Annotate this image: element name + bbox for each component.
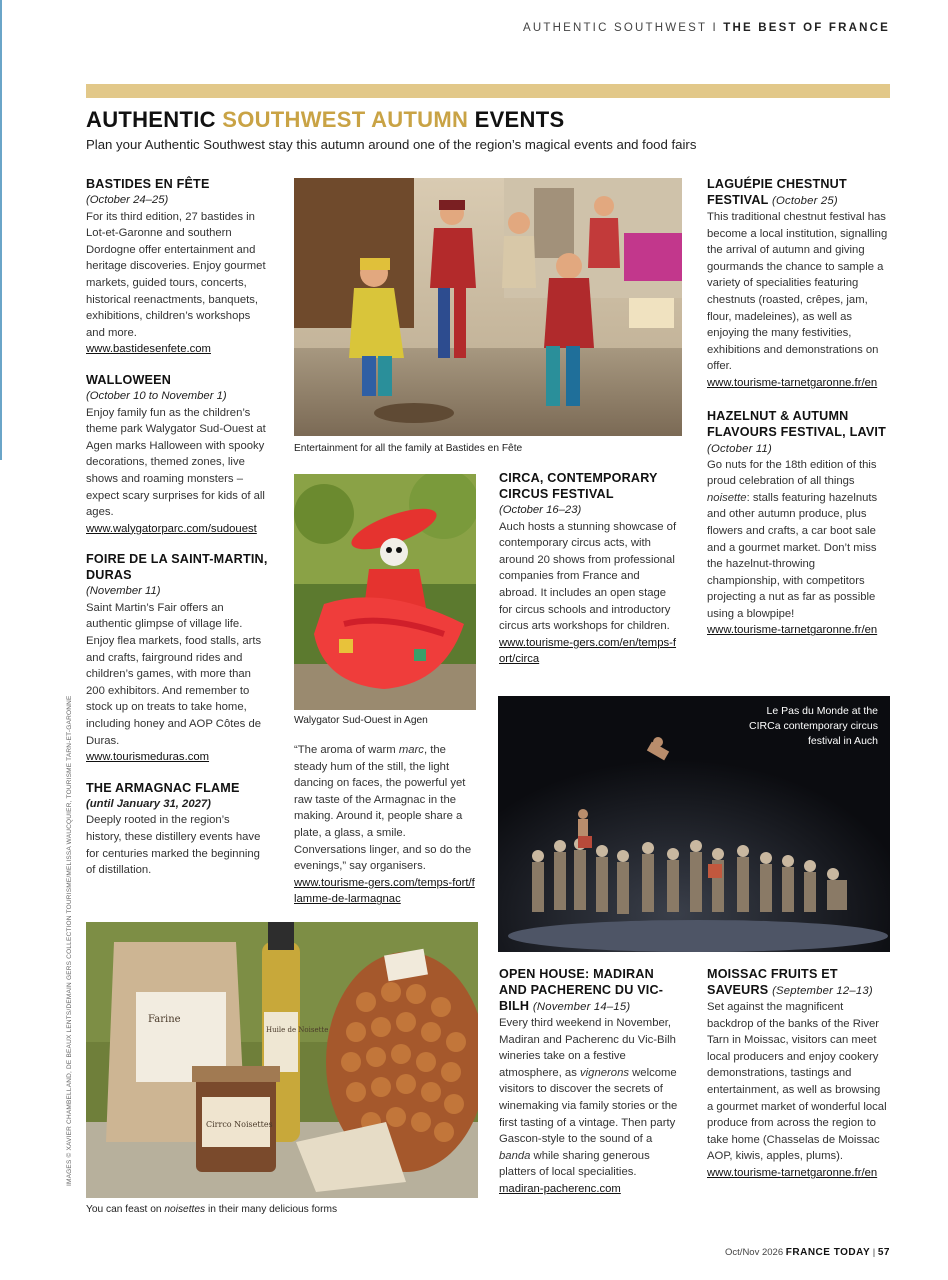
event-laguepie [707,176,889,392]
event-body: For its third edition, 27 bastides in Lot-et-Garonne and southern Dordogne offer entertainment and heritage discoveries. Enjoy gourmet markets, guided tours, concerts, historical reenactments, banquets, exhibitions, children’s workshops and more. [86,210,266,339]
event-link[interactable]: www.bastidesenfete.com [86,343,211,356]
event-date: (October 10 to November 1) [86,389,227,402]
noisettes-photo-art [86,922,478,1198]
body-part: : stalls featuring hazelnuts and other autumn produce, plus flowers and crafts, a car boot sale and a gourmet market. Don’t miss the hazelnut-throwing championship, with competitors projecting a nut as far as possible using a blowpipe! [707,491,878,620]
event-hazelnut [707,408,889,640]
header-separator: I [712,22,718,34]
title-highlight: SOUTHWEST AUTUMN [222,107,469,132]
event-body: Enjoy family fun as the children’s theme park Walygator Sud-Ouest at Agen marks Halloween with spooky decorations, themed zones, live shows and roaming monsters – expect scary surprises for kids of all ages. [86,406,266,519]
event-date: (October 24–25) [86,194,169,206]
flour-bag-label: Farine [148,1014,181,1025]
quote-part: , the steady hum of the still, the light dancing on faces, the powerful yet raw taste of the Armagnac in the making. Around it, people share a plate, a glass, a smile. Conversations linger, and so do the evenings,” say organisers. [294,744,472,873]
event-date: (October 11) [707,442,772,455]
event-title-text: MOISSAC FRUITS ET SAVEURS [707,967,838,997]
event-armagnac [86,780,268,879]
body-part: welcome visitors to discover the secrets of winemaking via family stories or the first tasting of a vintage. Then party Gascon-style to the sound of a [499,1066,678,1146]
event-title: CIRCA, CONTEMPORARY CIRCUS FESTIVAL [499,471,658,501]
event-date: (November 11) [86,585,161,598]
event-link[interactable]: madiran-pacherenc.com [499,1182,621,1195]
title-part1: AUTHENTIC [86,107,223,132]
event-title: FOIRE DE LA SAINT-MARTIN, DURAS [86,552,268,583]
armagnac-quote [294,742,476,908]
event-body [499,1015,683,1181]
oil-bottle-label: Huile de Noisette [266,1026,329,1034]
event-title: BASTIDES EN FÊTE [86,177,210,191]
page-number: 57 [877,1247,890,1258]
event-title-text: OPEN HOUSE: MADIRAN AND PACHERENC DU VIC-BILH [499,967,664,1013]
body-part: Every third weekend in November, Madiran and Pacherenc du Vic-Bilh wineries take on a festive atmosphere, as [499,1017,676,1079]
bastides-photo-caption: Entertainment for all the family at Bastides en Fête [294,443,523,454]
quote-emphasis: marc [398,744,424,756]
event-date: (October 16–23) [499,504,582,516]
event-title [707,176,889,209]
event-date: (until January 31, 2027) [86,797,211,810]
caption-emphasis: noisettes [164,1204,206,1215]
page-title [86,107,564,133]
event-link[interactable]: www.tourisme-tarnetgaronne.fr/en [707,376,878,389]
body-part: Go nuts for the 18th edition of this proud celebration of all things [707,458,877,488]
event-title: WALLOWEEN [86,372,172,387]
page-footer [725,1247,890,1258]
image-credit: IMAGES © XAVIER CHAMBELLAND, DE BEAUX LENTS/DEMAIN GERS COLLECTION TOURISME/MELISSA WAUCQUIER, TOURISME TARN-ET-GARONNE [66,695,73,1186]
event-title: THE ARMAGNAC FLAME [86,780,240,795]
footer-magazine: FRANCE TODAY [785,1247,871,1258]
running-header [523,22,890,34]
event-circa [499,470,681,668]
event-date: (November 14–15) [532,1001,631,1013]
quote-text [294,742,476,875]
event-body: Auch hosts a stunning showcase of contemporary circus acts, with around 20 shows from professional companies from France and abroad. It includes an open stage for circus schools and introductory circus arts workshops for children. [499,520,677,633]
noisettes-photo-caption [86,1204,337,1215]
event-link[interactable]: www.tourisme-tarnetgaronne.fr/en [707,1166,878,1179]
event-date: (September 12–13) [772,985,873,997]
jar-label: Cirrco Noisettes [206,1120,273,1129]
event-title [707,966,889,999]
bastides-photo [294,178,682,436]
event-link[interactable]: www.tourisme-gers.com/en/temps-fort/circa [499,636,677,666]
walygator-photo [294,474,476,710]
event-foire [86,551,268,766]
caption-part: You can feast on [86,1204,165,1215]
page-edge-line [0,0,2,460]
caption-part: in their many delicious forms [205,1204,338,1215]
title-accent-bar [86,84,890,98]
body-emphasis: noisette [707,491,747,504]
event-link[interactable]: www.walygatorparc.com/sudouest [86,522,257,535]
event-body: Saint Martin’s Fair offers an authentic glimpse of village life. Enjoy flea markets, food stalls, arts and crafts, fairground rides and children’s games, with more than 200 exhibitors. And remember to stock up on treats to take home, including honey and AOP Côtes de Duras. [86,601,262,747]
bastides-photo-art [294,178,682,436]
footer-issue: Oct/Nov 2026 [725,1247,784,1258]
event-madiran [499,966,683,1198]
event-title-text: LAGUÉPIE CHESTNUT FESTIVAL [707,177,847,207]
quote-link[interactable]: www.tourisme-gers.com/temps-fort/flamme-de-larmagnac [294,876,475,906]
event-body: Deeply rooted in the region’s history, these distillery events have for centuries marked the beginning of distillation. [86,814,261,877]
event-title [499,966,683,1015]
walygator-photo-caption: Walygator Sud-Ouest in Agen [294,715,428,726]
footer-separator: | [872,1247,876,1258]
walygator-photo-art [294,474,476,710]
body-part: while sharing generous platters of local specialities. [499,1149,650,1179]
circus-photo-caption: Le Pas du Monde at the CIRCa contemporary circus festival in Auch [749,705,878,747]
body-emphasis: vignerons [580,1066,629,1079]
event-body: This traditional chestnut festival has become a local institution, signalling the arrival of autumn and giving gourmands the chance to sample a variety of specialities featuring chestnuts (roasted, crêpes, jam, flour, madeleines), as well as enjoying the many festivities, exhibitions and demonstrations on offer. [707,211,888,373]
event-link[interactable]: www.tourisme-tarnetgaronne.fr/en [707,624,878,637]
event-title [707,408,889,457]
body-emphasis: banda [499,1149,531,1162]
event-title-text: HAZELNUT & AUTUMN FLAVOURS FESTIVAL, LAVIT [707,408,887,439]
event-body: Set against the magnificent backdrop of the banks of the River Tarn in Moissac, visitors can meet local producers and enjoy cookery demonstrations, tastings and entertainment, as well as browsing a gourmet market of wonderful local produce from across the region to take home (Chasselas de Moissac AOP, kiwis, apples, plums). [707,1001,887,1163]
event-body [707,457,889,623]
title-part2: EVENTS [468,107,565,132]
quote-part: “The aroma of warm [294,744,399,756]
event-date: (October 25) [772,195,838,207]
circus-photo [498,696,890,952]
event-bastides [86,176,268,358]
left-column [86,176,268,893]
header-section: AUTHENTIC SOUTHWEST [522,22,708,34]
header-magazine-section: THE BEST OF FRANCE [723,22,890,34]
event-moissac [707,966,889,1182]
event-walloween [86,372,268,537]
noisettes-photo [86,922,478,1198]
page-subtitle: Plan your Authentic Southwest stay this autumn around one of the region’s magical events and food fairs [86,137,697,152]
event-link[interactable]: www.tourismeduras.com [86,751,210,764]
right-column [707,176,889,653]
